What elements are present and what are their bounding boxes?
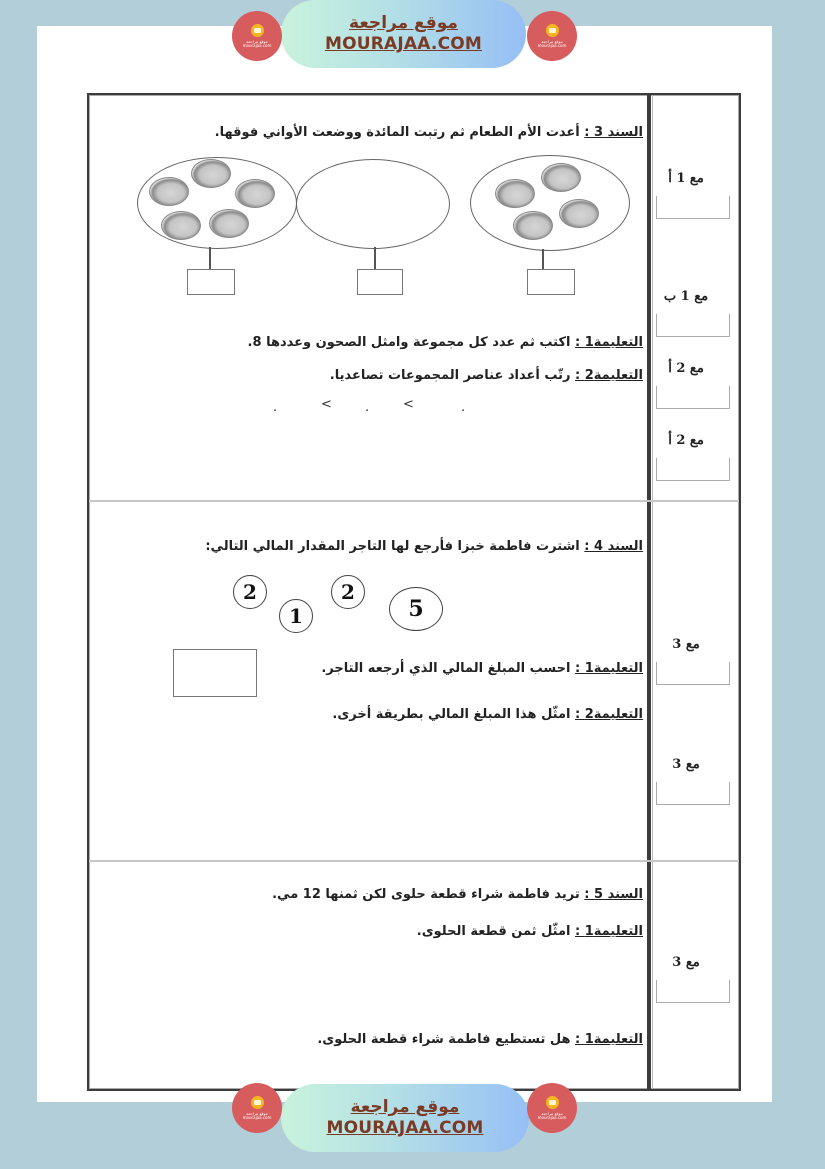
score-cell [655, 171, 731, 219]
coin-icon: 1 [279, 599, 313, 633]
score-box[interactable] [656, 386, 730, 409]
score-box[interactable] [656, 314, 730, 337]
criterion-label: مع 3 [672, 757, 700, 772]
connector-line [542, 249, 544, 269]
instruction-label: التعليمة1 : [575, 661, 643, 676]
instruction-label: التعليمة1 : [575, 1032, 643, 1047]
plate-icon [513, 211, 553, 240]
score-cell [655, 361, 731, 409]
instruction-label: التعليمة1 : [575, 924, 643, 939]
section-divider [89, 860, 739, 862]
prompt-label: السند 4 : [584, 539, 643, 554]
score-box[interactable] [656, 980, 730, 1003]
banner-arabic-title: موقع مراجعة [349, 13, 458, 33]
site-logo-badge[interactable] [527, 11, 577, 61]
situation-4-prompt [205, 539, 643, 554]
plate-icon [191, 159, 231, 188]
criterion-label: مع 3 [672, 637, 700, 652]
badge-caption: موقع مراجعة mourajaa.com [242, 1111, 272, 1120]
prompt-text: أعدت الأم الطعام ثم رتبت المائدة ووضعت الأواني فوقها. [214, 125, 585, 140]
badge-caption: موقع مراجعة mourajaa.com [537, 39, 567, 48]
plate-icon [209, 209, 249, 238]
exam-table [87, 93, 741, 1091]
site-banner-top[interactable] [281, 0, 526, 68]
plate-group-middle [296, 159, 450, 249]
answer-box-middle[interactable] [357, 269, 403, 295]
instruction-text: احسب المبلغ المالي الذي أرجعه التاجر. [321, 661, 576, 676]
instruction-text: اكتب ثم عدد كل مجموعة وامثل الصحون وعددها 8. [247, 335, 576, 350]
score-cell [655, 433, 731, 481]
score-box[interactable] [656, 196, 730, 219]
instruction-label: التعليمة2 : [575, 368, 643, 383]
order-slot[interactable]: . [273, 400, 278, 415]
answer-box-left[interactable] [187, 269, 235, 295]
plate-icon [161, 211, 201, 240]
criterion-label: مع 2 أ [668, 361, 704, 376]
prompt-text: تريد فاطمة شراء قطعة حلوى لكن ثمنها 12 مي. [272, 887, 585, 902]
criterion-label: مع 2 أ [668, 433, 704, 448]
score-cell [655, 637, 731, 685]
book-icon [546, 1096, 559, 1109]
score-cell [655, 757, 731, 805]
prompt-text: اشترت فاطمة خبزا فأرجع لها التاجر المقدار المالي التالي: [205, 539, 585, 554]
instruction-text: هل تستطيع فاطمة شراء قطعة الحلوى. [317, 1032, 576, 1047]
prompt-label: السند 3 : [584, 125, 643, 140]
coin-icon: 5 [389, 587, 443, 631]
book-icon [546, 24, 559, 37]
criterion-label: مع 1 أ [668, 171, 704, 186]
coin-icon: 2 [331, 575, 365, 609]
situation-3-prompt [215, 125, 643, 140]
banner-site-url[interactable]: MOURAJAA.COM [324, 34, 483, 54]
amount-answer-box[interactable] [173, 649, 257, 697]
prompt-label: السند 5 : [584, 887, 643, 902]
score-box[interactable] [656, 662, 730, 685]
plate-icon [235, 179, 275, 208]
instruction-text: رتّب أعداد عناصر المجموعات تصاعديا. [329, 368, 576, 383]
score-box[interactable] [656, 458, 730, 481]
site-logo-badge[interactable] [527, 1083, 577, 1133]
instruction-label: التعليمة2 : [575, 707, 643, 722]
banner-arabic-title: موقع مراجعة [350, 1097, 460, 1117]
connector-line [209, 247, 211, 269]
score-box[interactable] [656, 782, 730, 805]
badge-caption: موقع مراجعة mourajaa.com [242, 39, 272, 48]
score-cell [655, 955, 731, 1003]
less-than-sign: < [403, 397, 414, 412]
answer-box-right[interactable] [527, 269, 575, 295]
book-icon [251, 1096, 264, 1109]
plate-icon [495, 179, 535, 208]
plate-icon [541, 163, 581, 192]
criterion-label: مع 3 [672, 955, 700, 970]
situation-3-instruction-2 [330, 368, 643, 383]
situation-4-instruction-1 [321, 661, 643, 676]
coin-icon: 2 [233, 575, 267, 609]
situation-5-prompt [272, 887, 643, 902]
banner-site-url[interactable]: MOURAJAA.COM [326, 1118, 484, 1138]
connector-line [374, 247, 376, 269]
book-icon [251, 24, 264, 37]
plate-icon [149, 177, 189, 206]
instruction-text: امثّل هذا المبلغ المالي بطريقة أخرى. [332, 707, 576, 722]
criterion-label: مع 1 ب [663, 289, 709, 304]
plate-icon [559, 199, 599, 228]
order-slot[interactable]: . [461, 400, 466, 415]
score-column-divider-inner [652, 95, 653, 1089]
situation-4-instruction-2 [332, 707, 643, 722]
badge-caption: موقع مراجعة mourajaa.com [537, 1111, 567, 1120]
instruction-text: امثّل ثمن قطعة الحلوى. [416, 924, 576, 939]
site-logo-badge[interactable] [232, 11, 282, 61]
order-slot[interactable]: . [365, 400, 370, 415]
site-banner-bottom[interactable] [281, 1084, 529, 1152]
situation-5-instruction-1 [417, 924, 643, 939]
site-logo-badge[interactable] [232, 1083, 282, 1133]
section-divider [89, 500, 739, 502]
instruction-label: التعليمة1 : [575, 335, 643, 350]
score-cell [655, 289, 731, 337]
situation-5-instruction-2 [317, 1032, 643, 1047]
situation-3-instruction-1 [248, 335, 643, 350]
less-than-sign: < [321, 397, 332, 412]
score-column-divider [647, 95, 651, 1089]
